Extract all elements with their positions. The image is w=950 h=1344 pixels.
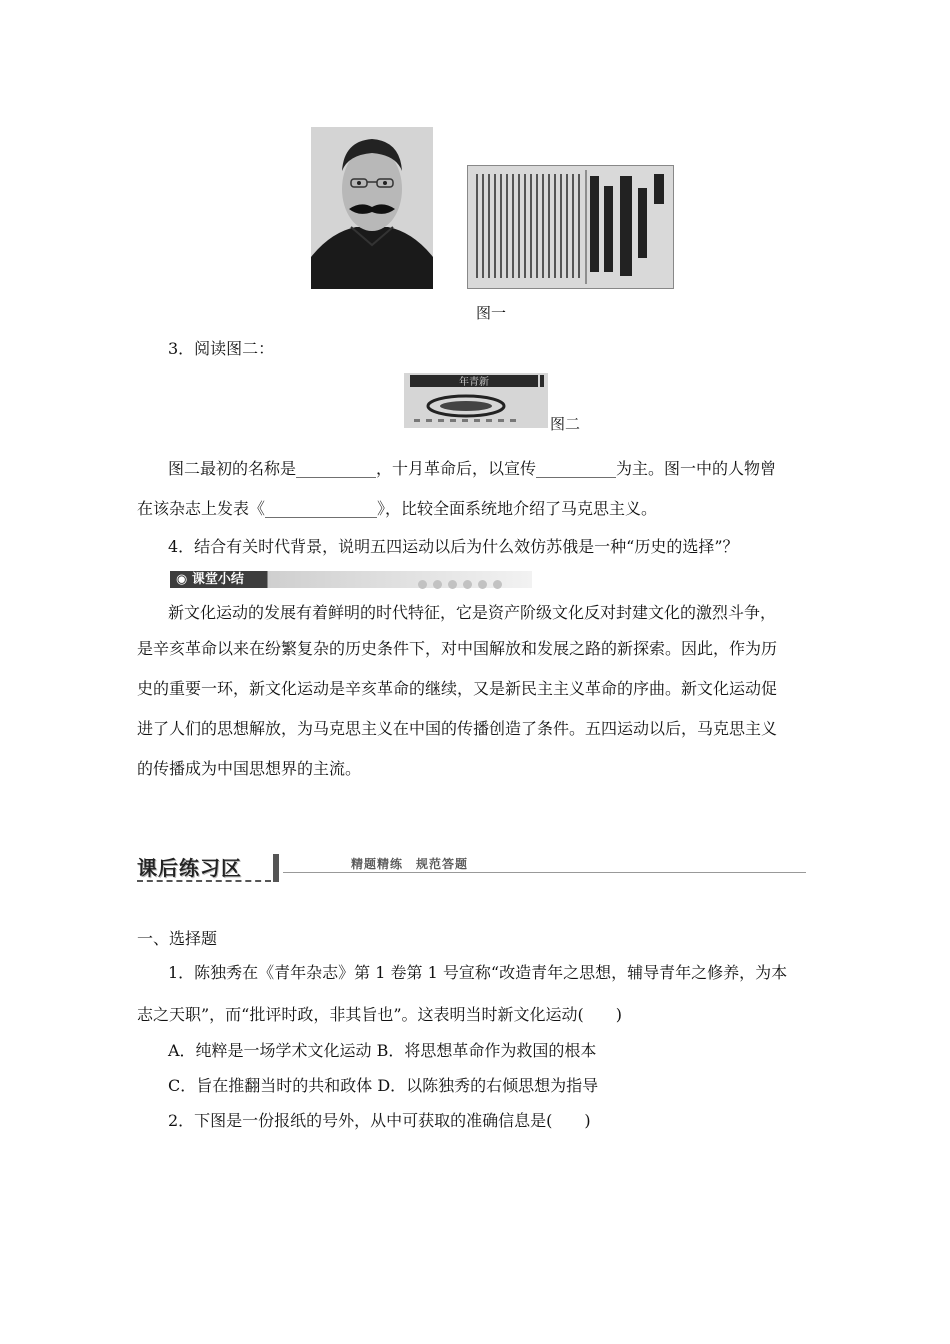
portrait-photo (311, 127, 433, 289)
magazine-title-text: 年青新 (459, 377, 489, 388)
answer-blank-3[interactable]: ______________ (265, 499, 378, 518)
answer-blank-2[interactable]: __________ (536, 459, 617, 478)
summary-line-2: 是辛亥革命以来在纷繁复杂的历史条件下，对中国解放和发展之路的新探索。因此，作为历 (137, 639, 778, 658)
question-3-line-2 (137, 492, 657, 526)
exercise-q1-line-2: 志之天职”，而“批评时政，非其旨也”。这表明当时新文化运动( ) (137, 1005, 623, 1024)
exercise-q1-options-ab: A．纯粹是一场学术文化运动 B．将思想革命作为救国的根本 (168, 1041, 597, 1060)
figure-2-caption: 图二 (550, 415, 581, 433)
magazine-cover-image (404, 373, 548, 428)
figure-1-caption: 图一 (476, 304, 507, 322)
section-rule (283, 872, 806, 873)
q3-text: 在该杂志上发表《 (137, 499, 266, 518)
newspaper-clipping-image (467, 165, 674, 289)
exercise-q2-line-1: 2．下图是一份报纸的号外，从中可获取的准确信息是( ) (168, 1111, 591, 1130)
question-3-line-1 (168, 452, 776, 486)
summary-line-3: 史的重要一环，新文化运动是辛亥革命的继续，又是新民主主义革命的序曲。新文化运动促 (137, 679, 778, 698)
q3-text: 》，比较全面系统地介绍了马克思主义。 (377, 499, 658, 518)
question-4: 4．结合有关时代背景，说明五四运动以后为什么效仿苏俄是一种“历史的选择”？ (168, 537, 739, 556)
summary-line-1: 新文化运动的发展有着鲜明的时代特征，它是资产阶级文化反对封建文化的激烈斗争， (168, 603, 777, 622)
section-subtitle: 精题精练 规范答题 (351, 857, 469, 871)
q3-text: 图二最初的名称是 (168, 459, 297, 478)
decorative-dots (418, 574, 508, 593)
section-title: 课后练习区 (137, 856, 242, 880)
answer-blank-1[interactable]: __________ (296, 459, 377, 478)
q3-text: 为主。图一中的人物曾 (616, 459, 777, 478)
summary-line-4: 进了人们的思想解放，为马克思主义在中国的传播创造了条件。五四运动以后，马克思主义 (137, 719, 778, 738)
summary-title: ◉ 课堂小结 (176, 572, 244, 587)
exercise-heading: 一、选择题 (137, 929, 218, 948)
section-title-underline (137, 880, 271, 882)
section-divider-bar (273, 854, 279, 882)
question-3-prompt: 3．阅读图二： (168, 339, 275, 358)
summary-line-5: 的传播成为中国思想界的主流。 (137, 759, 362, 778)
exercise-q1-line-1: 1．陈独秀在《青年杂志》第 1 卷第 1 号宣称“改造青年之思想，辅导青年之修养，为本 (168, 963, 788, 982)
exercise-q1-options-cd: C．旨在推翻当时的共和政体 D．以陈独秀的右倾思想为指导 (168, 1076, 599, 1095)
q3-text: ，十月革命后，以宣传 (376, 459, 537, 478)
